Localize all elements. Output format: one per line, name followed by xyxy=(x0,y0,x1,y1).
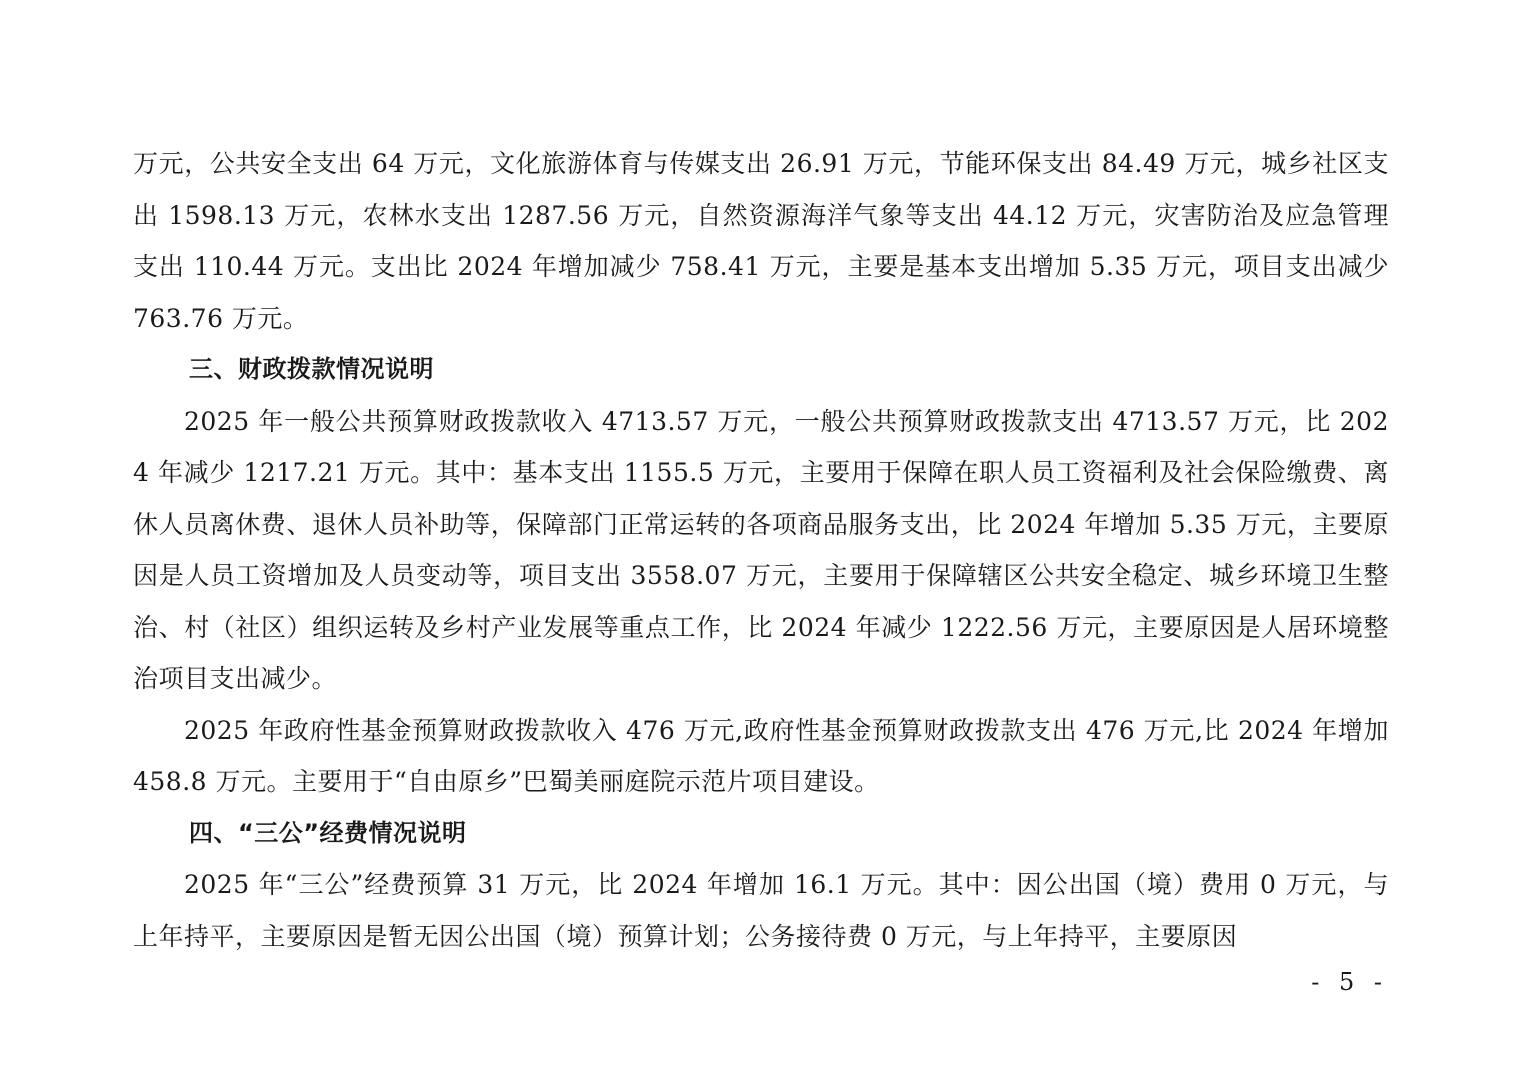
paragraph-government-fund: 2025 年政府性基金预算财政拨款收入 476 万元,政府性基金预算财政拨款支出 476 万元,比 2024 年增加 458.8 万元。主要用于“自由原乡”巴蜀美丽庭院示范片项目建设。 xyxy=(133,715,1389,796)
page-number: - 5 - xyxy=(1311,968,1388,996)
paragraph-three-public-expenses: 2025 年“三公”经费预算 31 万元，比 2024 年增加 16.1 万元。其中：因公出国（境）费用 0 万元，与上年持平，主要原因是暂无因公出国（境）预算计划；公务接待费 0 万元，与上年持平，主要原因 xyxy=(133,870,1389,951)
document-body xyxy=(133,138,1389,962)
heading-three-public-expenses: 四、“三公”经费情况说明 xyxy=(189,818,467,847)
paragraph-general-budget: 2025 年一般公共预算财政拨款收入 4713.57 万元，一般公共预算财政拨款支出 4713.57 万元，比 2024 年减少 1217.21 万元。其中：基本支出 1155.5 万元，主要用于保障在职人员工资福利及社会保险缴费、离休人员离休费、退休人员补助等，保障部门正常运转的各项商品服务支出，比 2024 年增加 5.35 万元，主要原因是人员工资增加及人员变动等，项目支出 3558.07 万元，主要用于保障辖区公共安全稳定、城乡环境卫生整治、村（社区）组织运转及乡村产业发展等重点工作，比 2024 年减少 1222.56 万元，主要原因是人居环境整治项目支出减少。 xyxy=(133,406,1389,693)
heading-fiscal-appropriation: 三、财政拨款情况说明 xyxy=(189,355,434,383)
paragraph-expenditure-continued: 万元，公共安全支出 64 万元，文化旅游体育与传媒支出 26.91 万元，节能环保支出 84.49 万元，城乡社区支出 1598.13 万元，农林水支出 1287.56 万元，自然资源海洋气象等支出 44.12 万元，灾害防治及应急管理支出 110.44 万元。支出比 2024 年增加减少 758.41 万元，主要是基本支出增加 5.35 万元，项目支出减少 763.76 万元。 xyxy=(133,149,1389,333)
